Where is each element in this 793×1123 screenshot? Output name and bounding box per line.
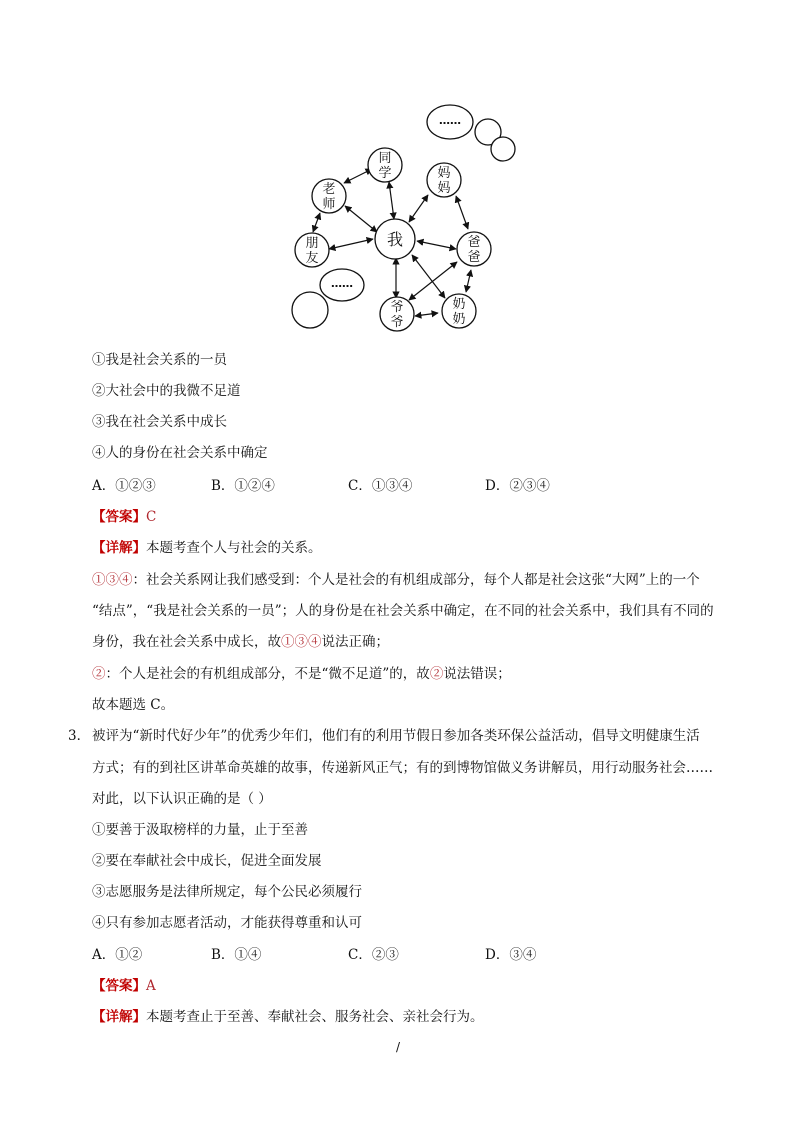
node-laoshi-label-2: 师 — [322, 197, 336, 212]
q2-answer-value: C — [146, 509, 157, 525]
q2-answer — [92, 507, 156, 527]
q3-option-b[interactable]: B．①④ — [211, 947, 262, 963]
q3-number: 3． — [68, 728, 91, 744]
q3-answer-label: 【答案】 — [92, 978, 146, 994]
q3-option-d[interactable]: D．③④ — [485, 947, 537, 963]
q3-answer-value: A — [146, 978, 156, 994]
q2-analysis-line-3 — [92, 632, 389, 652]
q2-analysis2-marker: ② — [92, 666, 106, 682]
q3-stem-line-1: 被评为“新时代好少年”的优秀少年们，他们有的利用节假日参加各类环保公益活动，倡导文明健康生活 — [92, 728, 700, 744]
q2-statement-1: ①我是社会关系的一员 — [92, 352, 227, 368]
small-bubble-3 — [292, 292, 328, 328]
node-pengyou-label-1: 朋 — [305, 236, 319, 251]
social-relations-diagram — [285, 92, 535, 337]
q2-statement-3: ③我在社会关系中成长 — [92, 414, 227, 430]
q2-analysis2-text-b: 说法错误； — [443, 666, 511, 682]
q2-analysis1-marker: ①③④ — [92, 572, 133, 588]
small-bubble-2 — [491, 137, 515, 161]
node-laoshi-label-1: 老 — [322, 182, 336, 197]
q2-answer-label: 【答案】 — [92, 509, 146, 525]
q2-detail — [92, 538, 322, 558]
q2-option-c[interactable]: C．①③④ — [348, 478, 413, 494]
node-pengyou-label-2: 友 — [305, 251, 319, 266]
q3-stem-line-3: 对此，以下认识正确的是（ ） — [92, 791, 272, 807]
q2-analysis2-marker2: ② — [429, 666, 444, 682]
q2-analysis1-line1: ：社会关系网让我们感受到：个人是社会的有机组成部分，每个人都是社会这张“大网”上的一个 — [132, 572, 700, 588]
node-yeye-label-2: 爷 — [390, 315, 404, 330]
q2-option-b[interactable]: B．①②④ — [211, 478, 275, 494]
node-nainai-label-1: 奶 — [452, 297, 466, 312]
node-mama-label-2: 妈 — [437, 181, 451, 196]
node-baba-label-1: 爸 — [467, 235, 481, 250]
q3-option-c[interactable]: C．②③ — [348, 947, 399, 963]
node-baba-label-2: 爸 — [467, 250, 481, 265]
q2-analysis1-line3a: 身份，我在社会关系中成长，故 — [92, 634, 281, 650]
q3-statement-2: ②要在奉献社会中成长，促进全面发展 — [92, 853, 322, 869]
q2-analysis1-line3-marker: ①③④ — [281, 634, 322, 650]
q2-option-d[interactable]: D．②③④ — [485, 478, 550, 494]
q3-statement-3: ③志愿服务是法律所规定，每个公民必须履行 — [92, 884, 362, 900]
q2-analysis-line-1 — [92, 570, 700, 590]
q2-conclusion: 故本题选 C。 — [92, 697, 175, 713]
ellipsis-top-text: …… — [439, 114, 461, 127]
q3-option-a[interactable]: A．①② — [92, 947, 143, 963]
q3-answer — [92, 976, 156, 996]
q2-statement-2: ②大社会中的我微不足道 — [92, 383, 241, 399]
q3-detail — [92, 1007, 484, 1027]
q2-options — [92, 476, 692, 496]
q3-detail-label: 【详解】 — [92, 1009, 146, 1025]
q2-detail-label: 【详解】 — [92, 540, 146, 556]
q2-analysis-line-4 — [92, 664, 511, 684]
q3-statement-4: ④只有参加志愿者活动，才能获得尊重和认可 — [92, 915, 362, 931]
node-nainai-label-2: 奶 — [452, 312, 466, 327]
node-mama-label-1: 妈 — [437, 166, 451, 181]
q2-analysis1-line3b: 说法正确； — [321, 634, 389, 650]
q3-detail-text: 本题考查止于至善、奉献社会、服务社会、亲社会行为。 — [146, 1009, 484, 1025]
node-tongxue-label-1: 同 — [378, 151, 392, 166]
q3-options — [92, 945, 692, 965]
q2-statement-4: ④人的身份在社会关系中确定 — [92, 445, 268, 461]
q2-detail-text: 本题考查个人与社会的关系。 — [146, 540, 322, 556]
node-me-label: 我 — [386, 230, 404, 249]
node-tongxue-label-2: 学 — [378, 166, 392, 181]
q2-analysis-line-2: “结点”，“我是社会关系的一员”；人的身份是在社会关系中确定，在不同的社会关系中，我们具有不同的 — [92, 603, 714, 619]
q3-stem-line-2: 方式；有的到社区讲革命英雄的故事，传递新风正气；有的到博物馆做义务讲解员，用行动服务社会…… — [92, 760, 713, 776]
node-circles — [292, 105, 515, 331]
page-number: / — [396, 1040, 401, 1054]
q2-analysis2-text-a: ：个人是社会的有机组成部分，不是“微不足道”的，故 — [105, 666, 430, 682]
q3-statement-1: ①要善于汲取榜样的力量，止于至善 — [92, 822, 308, 838]
ellipsis-bottom-text: …… — [331, 277, 353, 290]
node-yeye-label-1: 爷 — [390, 300, 404, 315]
diagram-svg — [285, 92, 535, 337]
q2-option-a[interactable]: A．①②③ — [92, 478, 156, 494]
